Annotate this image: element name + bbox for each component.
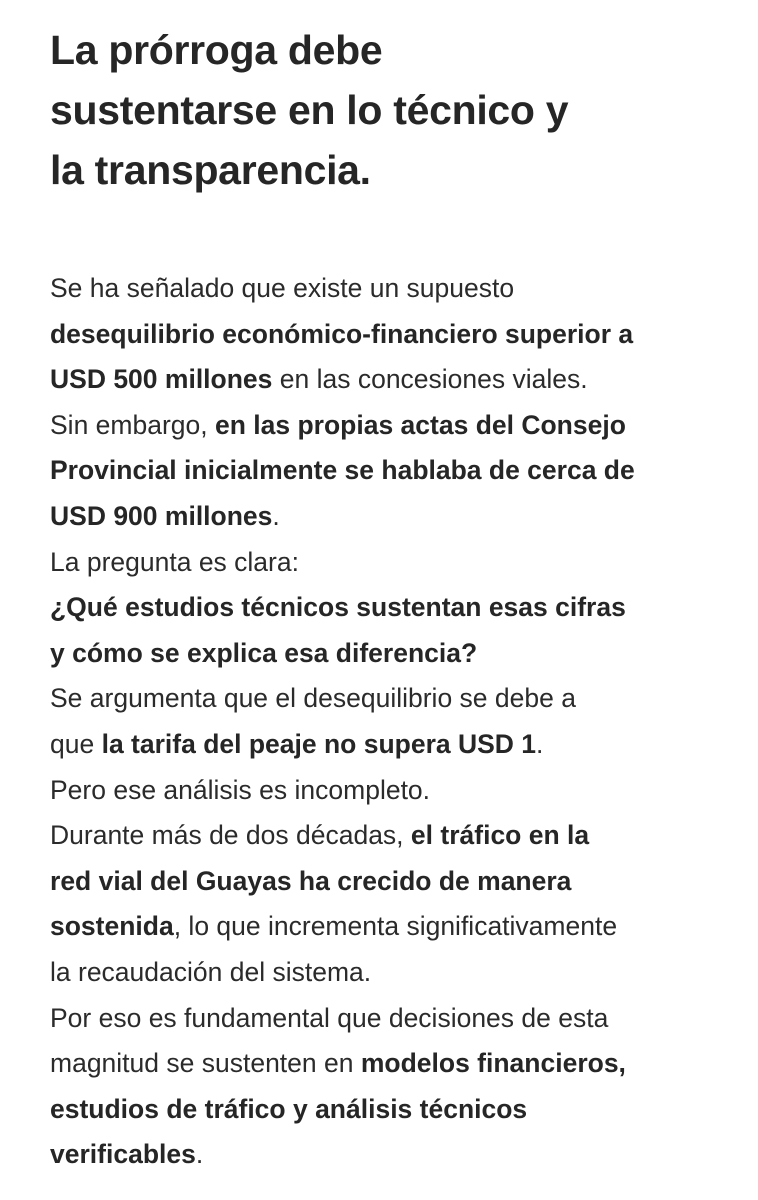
body-text: La pregunta es clara: bbox=[50, 546, 299, 577]
body-emphasis: ¿Qué estudios técnicos sustentan esas cifras bbox=[50, 592, 626, 623]
body-text: Se argumenta que el desequilibrio se debe a bbox=[50, 683, 576, 714]
body-line bbox=[50, 357, 740, 403]
body-line bbox=[50, 904, 740, 950]
body-text: . bbox=[536, 728, 544, 759]
body-line bbox=[50, 403, 740, 449]
body-text: Por eso es fundamental que decisiones de esta bbox=[50, 1002, 609, 1033]
body-line bbox=[50, 1087, 740, 1133]
body-text: , lo que incrementa significativamente bbox=[173, 911, 618, 942]
body-line bbox=[50, 950, 740, 996]
body-line bbox=[50, 266, 740, 312]
body-emphasis: la tarifa del peaje no supera USD 1 bbox=[101, 728, 537, 759]
body-text: que bbox=[50, 728, 102, 759]
body-text: . bbox=[272, 500, 280, 531]
body-emphasis: sostenida bbox=[50, 911, 174, 942]
body-text: en las concesiones viales. bbox=[272, 364, 588, 395]
article-body bbox=[50, 266, 740, 1178]
body-emphasis: desequilibrio económico-financiero superior a bbox=[50, 318, 634, 349]
body-line bbox=[50, 494, 740, 540]
body-line bbox=[50, 722, 740, 768]
body-line bbox=[50, 312, 740, 358]
body-text: Sin embargo, bbox=[50, 409, 215, 440]
title-line: La prórroga debe bbox=[50, 27, 383, 73]
article-title bbox=[50, 20, 730, 200]
body-line bbox=[50, 448, 740, 494]
title-line: sustentarse en lo técnico y bbox=[50, 87, 569, 133]
body-text: magnitud se sustenten en bbox=[50, 1048, 361, 1079]
body-emphasis: USD 500 millones bbox=[50, 364, 273, 395]
body-emphasis: USD 900 millones bbox=[50, 500, 273, 531]
body-line bbox=[50, 585, 740, 631]
body-text: Se ha señalado que existe un supuesto bbox=[50, 273, 515, 303]
body-text: la recaudación del sistema. bbox=[50, 956, 372, 987]
body-emphasis: el tráfico en la bbox=[410, 820, 590, 851]
body-line bbox=[50, 768, 740, 814]
body-line bbox=[50, 813, 740, 859]
body-text: . bbox=[195, 1139, 204, 1170]
body-line bbox=[50, 996, 740, 1042]
body-line bbox=[50, 631, 740, 677]
body-line bbox=[50, 540, 740, 586]
body-line bbox=[50, 859, 740, 905]
body-text: Durante más de dos décadas, bbox=[50, 820, 411, 851]
body-emphasis: Provincial inicialmente se hablaba de cerca de bbox=[50, 455, 635, 486]
body-emphasis: red vial del Guayas ha crecido de manera bbox=[50, 865, 572, 896]
body-line bbox=[50, 1041, 740, 1087]
body-line bbox=[50, 676, 740, 722]
body-line bbox=[50, 1132, 740, 1178]
body-text: Pero ese análisis es incompleto. bbox=[50, 774, 431, 805]
title-line: la transparencia. bbox=[50, 147, 371, 193]
body-emphasis: y cómo se explica esa diferencia? bbox=[50, 637, 478, 668]
body-emphasis: modelos financieros, bbox=[360, 1048, 626, 1079]
body-emphasis: verificables bbox=[50, 1139, 196, 1170]
body-emphasis: estudios de tráfico y análisis técnicos bbox=[50, 1093, 528, 1124]
body-emphasis: en las propias actas del Consejo bbox=[214, 409, 626, 440]
